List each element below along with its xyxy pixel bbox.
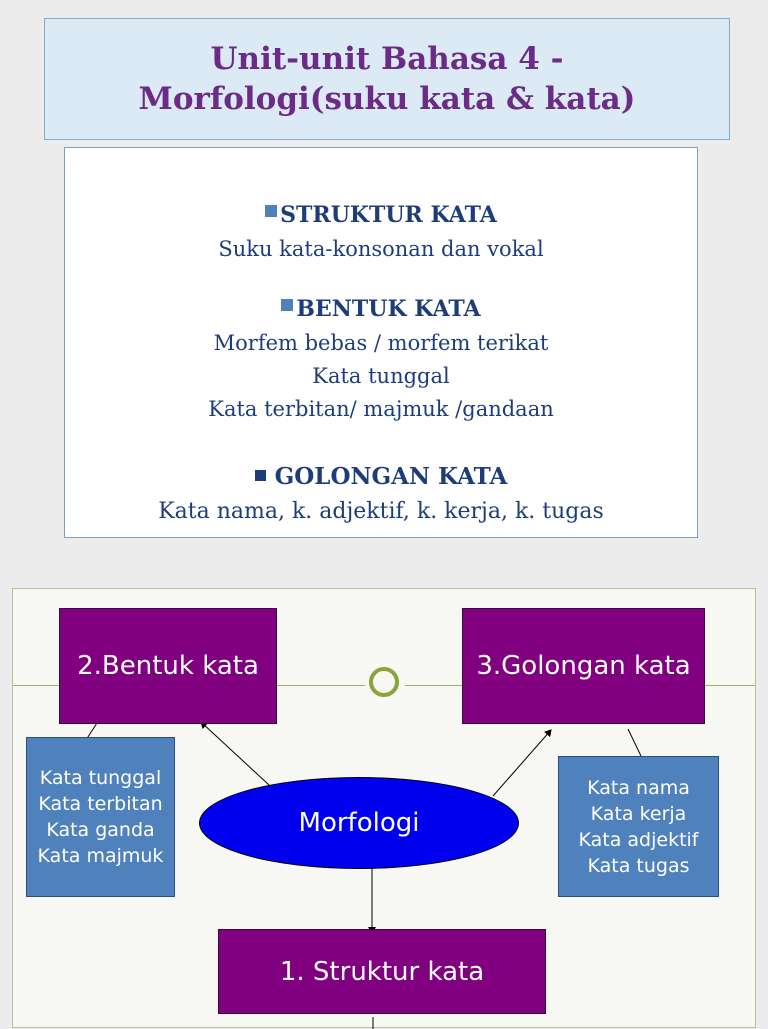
section-heading-golongan: GOLONGAN KATA bbox=[65, 463, 697, 490]
section-heading-bentuk: BENTUK KATA bbox=[65, 296, 697, 322]
arrow-to-bentuk bbox=[201, 722, 269, 785]
list-item: Kata tunggal bbox=[39, 767, 162, 789]
list-item: Kata nama bbox=[587, 776, 690, 799]
slide-title-line-1: Unit-unit Bahasa 4 - bbox=[210, 41, 564, 77]
section-heading-struktur: STRUKTUR KATA bbox=[65, 202, 697, 228]
slide-2 bbox=[12, 588, 756, 1028]
golongan-items-box bbox=[558, 756, 719, 897]
section-line: Kata tunggal bbox=[312, 364, 450, 388]
list-item: Kata majmuk bbox=[37, 845, 164, 867]
section-line: Kata terbitan/ majmuk /gandaan bbox=[208, 397, 554, 421]
box-bentuk-kata: 2.Bentuk kata bbox=[59, 608, 277, 724]
list-item: Kata adjektif bbox=[578, 828, 699, 851]
square-bullet-icon bbox=[255, 470, 266, 481]
bentuk-items-box bbox=[26, 737, 175, 897]
list-item: Kata tugas bbox=[587, 854, 690, 877]
list-item: Kata kerja bbox=[590, 802, 687, 825]
list-item: Kata terbitan bbox=[38, 793, 163, 815]
section-line: Morfem bebas / morfem terikat bbox=[213, 331, 549, 355]
square-bullet-icon bbox=[265, 205, 277, 217]
section-line: Kata nama, k. adjektif, k. kerja, k. tugas bbox=[158, 499, 604, 524]
slide-title-line-2: Morfologi(suku kata & kata) bbox=[138, 81, 636, 117]
center-ellipse-morfologi: Morfologi bbox=[199, 777, 519, 869]
link-golongan-list bbox=[628, 729, 641, 756]
arrow-to-golongan bbox=[493, 730, 551, 796]
square-bullet-icon bbox=[281, 299, 293, 311]
content-box bbox=[64, 147, 698, 538]
box-struktur-kata: 1. Struktur kata bbox=[218, 929, 546, 1014]
slide-title bbox=[44, 18, 730, 140]
section-line: Suku kata-konsonan dan vokal bbox=[218, 237, 544, 261]
box-golongan-kata: 3.Golongan kata bbox=[462, 608, 705, 724]
list-item: Kata ganda bbox=[46, 819, 155, 841]
